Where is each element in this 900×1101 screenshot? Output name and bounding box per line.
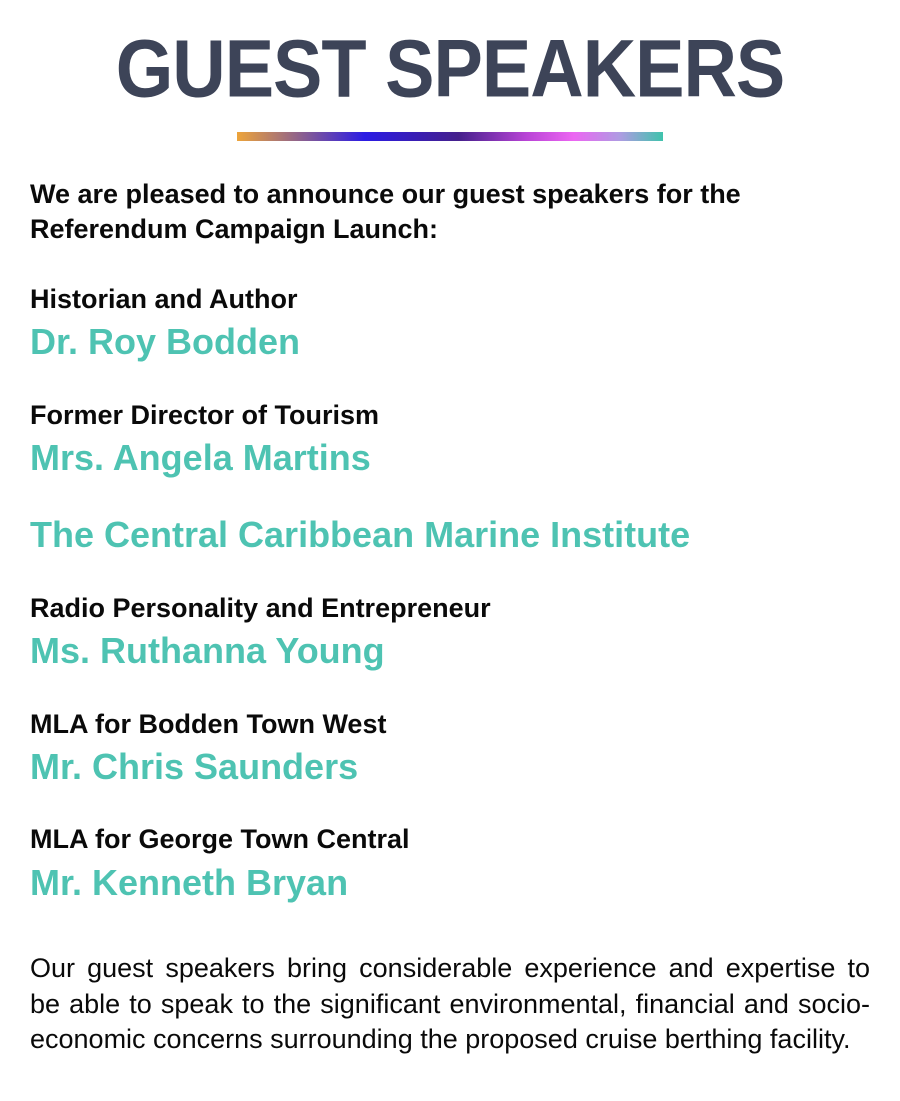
speaker-role: Radio Personality and Entrepreneur [30, 592, 491, 623]
speaker-item [30, 399, 870, 479]
speaker-item [30, 283, 870, 363]
speaker-item [30, 823, 870, 903]
speaker-role: MLA for Bodden Town West [30, 708, 387, 739]
closing-text: Our guest speakers bring considerable experience and expertise to be able to speak to the significant environmental, financial and socio-economic concerns surrounding the proposed cruise berthing facility. [30, 953, 870, 1055]
speaker-name: The Central Caribbean Marine Institute [30, 514, 691, 556]
speaker-role: Former Director of Tourism [30, 399, 380, 430]
speaker-role: MLA for George Town Central [30, 824, 410, 855]
speaker-item [30, 592, 870, 672]
speaker-name: Mrs. Angela Martins [30, 437, 371, 479]
speaker-name: Mr. Chris Saunders [30, 746, 359, 787]
speaker-name: Ms. Ruthanna Young [30, 630, 385, 672]
intro-text: We are pleased to announce our guest speakers for the Referendum Campaign Launch: [30, 178, 741, 244]
speaker-name: Mr. Kenneth Bryan [30, 861, 349, 903]
speaker-item [30, 514, 870, 555]
speaker-name: Dr. Roy Bodden [30, 321, 301, 363]
speaker-role: Historian and Author [30, 283, 298, 314]
speaker-item [30, 708, 870, 788]
speakers-list [30, 283, 870, 903]
page-title: GUEST SPEAKERS [115, 22, 785, 115]
gradient-divider [237, 132, 663, 141]
